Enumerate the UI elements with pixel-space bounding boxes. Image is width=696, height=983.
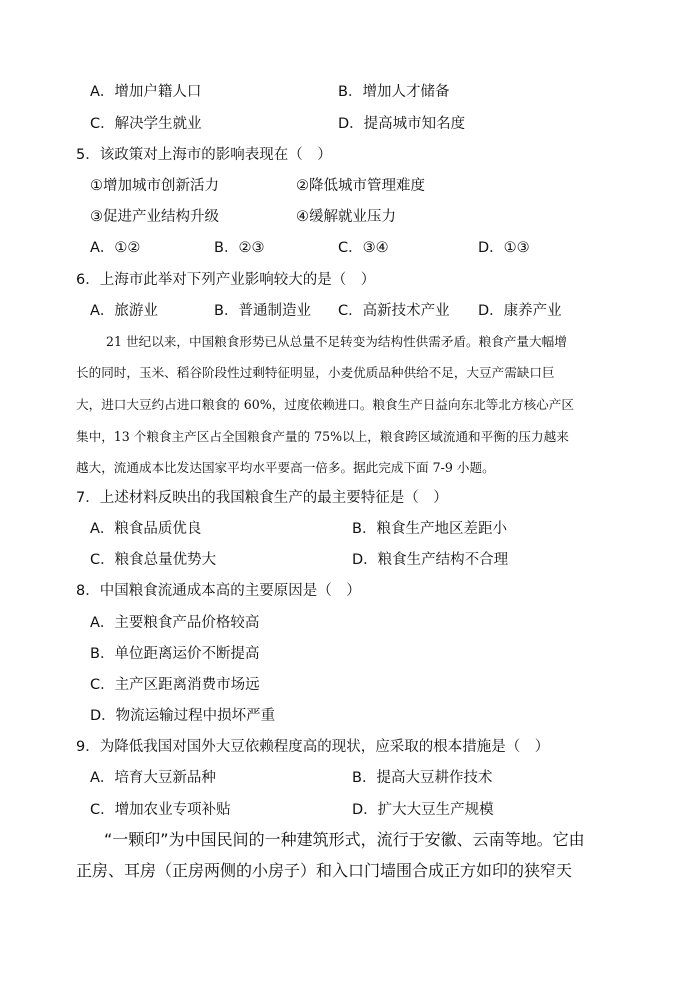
q4-option-b: B．增加人才储备 xyxy=(338,84,450,100)
material1-line-2: 长的同时，玉米、稻谷阶段性过剩特征明显，小麦优质品种供给不足，大豆产需缺口巨 xyxy=(76,365,555,380)
q6-option-a: A．旅游业 xyxy=(90,303,158,319)
q8-option-a: A．主要粮食产品价格较高 xyxy=(90,615,260,631)
q4-option-a: A．增加户籍人口 xyxy=(90,84,202,100)
q6-option-b: B．普通制造业 xyxy=(214,303,311,319)
q5-statement-3: ③促进产业结构升级 xyxy=(90,209,219,225)
q5-option-b: B．②③ xyxy=(214,240,265,256)
q6-option-c: C．高新技术产业 xyxy=(338,303,450,319)
q5-option-d: D．①③ xyxy=(478,240,530,256)
material1-line-3: 大，进口大豆约占进口粮食的 60%，过度依赖进口。粮食生产日益向东北等北方核心产区 xyxy=(76,397,574,412)
q7-option-b: B．粮食生产地区差距小 xyxy=(352,521,507,537)
q8-option-d: D．物流运输过程中损坏严重 xyxy=(90,708,276,724)
q7-option-d: D．粮食生产结构不合理 xyxy=(352,552,509,568)
q5-option-a: A．①② xyxy=(90,240,141,256)
q9-stem: 9．为降低我国对国外大豆依赖程度高的现状，应采取的根本措施是（ ） xyxy=(76,739,550,755)
q5-option-c: C．③④ xyxy=(338,240,389,256)
q8-option-b: B．单位距离运价不断提高 xyxy=(90,646,260,662)
material2-line-2: 正房、耳房（正房两侧的小房子）和入口门墙围合成正方如印的狭窄天 xyxy=(76,861,573,880)
material1-line-1: 21 世纪以来，中国粮食形势已从总量不足转变为结构性供需矛盾。粮食产量大幅增 xyxy=(106,334,567,349)
q4-option-d: D．提高城市知名度 xyxy=(338,116,466,132)
material1-line-4: 集中，13 个粮食主产区占全国粮食产量的 75%以上，粮食跨区域流通和平衡的压力越来 xyxy=(76,429,569,444)
q7-option-c: C．粮食总量优势大 xyxy=(90,552,217,568)
q7-stem: 7．上述材料反映出的我国粮食生产的最主要特征是（ ） xyxy=(76,490,448,506)
q9-option-b: B．提高大豆耕作技术 xyxy=(352,770,493,786)
q4-option-c: C．解决学生就业 xyxy=(90,116,202,132)
q9-option-c: C．增加农业专项补贴 xyxy=(90,802,231,818)
q5-statement-2: ②降低城市管理难度 xyxy=(296,178,425,194)
q6-stem: 6．上海市此举对下列产业影响较大的是（ ） xyxy=(76,272,376,288)
q7-option-a: A．粮食品质优良 xyxy=(90,521,202,537)
q5-statement-4: ④缓解就业压力 xyxy=(296,209,396,225)
material2-line-1: “一颗印”为中国民间的一种建筑形式，流行于安徽、云南等地。它由 xyxy=(104,830,585,849)
material1-line-5: 越大，流通成本比发达国家平均水平要高一倍多。据此完成下面 7-9 小题。 xyxy=(76,460,495,475)
q5-statement-1: ①增加城市创新活力 xyxy=(90,178,219,194)
q9-option-a: A．培育大豆新品种 xyxy=(90,770,216,786)
q8-stem: 8．中国粮食流通成本高的主要原因是（ ） xyxy=(76,583,361,599)
q6-option-d: D．康养产业 xyxy=(478,303,562,319)
q8-option-c: C．主产区距离消费市场远 xyxy=(90,677,260,693)
q5-stem: 5．该政策对上海市的影响表现在（ ） xyxy=(76,147,332,163)
q9-option-d: D．扩大大豆生产规模 xyxy=(352,802,494,818)
